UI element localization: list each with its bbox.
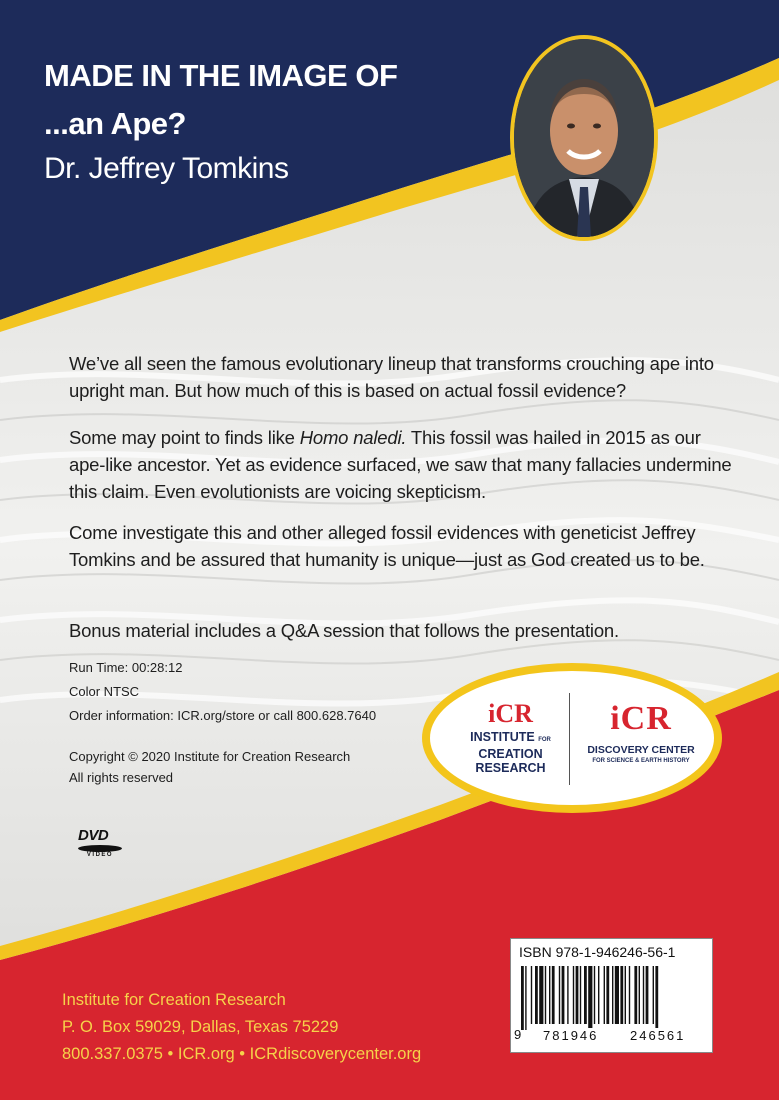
barcode-bar bbox=[604, 966, 605, 1024]
icr-logo-for: FOR bbox=[538, 737, 551, 743]
barcode-bar bbox=[643, 966, 644, 1024]
barcode-bar bbox=[539, 966, 543, 1024]
barcode bbox=[521, 966, 706, 1030]
barcode-bar bbox=[598, 966, 599, 1024]
isbn-digits-group-1: 781946 bbox=[543, 1028, 599, 1043]
isbn-label: ISBN 978-1-946246-56-1 bbox=[519, 944, 676, 960]
barcode-bar bbox=[653, 966, 654, 1024]
barcode-bar bbox=[525, 966, 526, 1030]
rights-reserved: All rights reserved bbox=[69, 770, 174, 785]
p2-text-end: This fossil was hailed in 2015 as our ape-like ancestor. Yet as evidence surfaced, we saw that many fallacies undermine this claim. Even evolutionists are voicing skepticism. bbox=[69, 427, 732, 502]
icr-logo-line-3: RESEARCH bbox=[475, 761, 546, 775]
title-line-1: MADE IN THE IMAGE OF bbox=[44, 58, 398, 93]
barcode-bar bbox=[646, 966, 649, 1024]
barcode-bar bbox=[521, 966, 524, 1030]
discovery-center-line-2: FOR SCIENCE & EARTH HISTORY bbox=[592, 758, 690, 764]
barcode-bar bbox=[559, 966, 560, 1024]
barcode-bar bbox=[545, 966, 546, 1024]
icr-logo-badge bbox=[422, 663, 722, 813]
isbn-digits-group-2: 246561 bbox=[630, 1028, 686, 1043]
body-paragraph-1: We’ve all seen the famous evolutionary lineup that transforms crouching ape into upright man. But how much of this is based on actual fossil evidence? bbox=[69, 353, 714, 401]
footer-address: P. O. Box 59029, Dallas, Texas 75229 bbox=[62, 1018, 339, 1036]
barcode-bar bbox=[625, 966, 626, 1024]
dvd-video-logo bbox=[78, 828, 126, 862]
icr-logo bbox=[458, 701, 563, 775]
barcode-bar bbox=[612, 966, 613, 1024]
icr-logo-mark: iCR bbox=[488, 699, 533, 728]
barcode-bar bbox=[606, 966, 609, 1024]
discovery-center-line-1: DISCOVERY CENTER bbox=[587, 744, 695, 756]
barcode-bar bbox=[576, 966, 579, 1024]
run-time: Run Time: 00:28:12 bbox=[69, 660, 183, 675]
barcode-bar bbox=[567, 966, 568, 1024]
author-name: Dr. Jeffrey Tomkins bbox=[44, 152, 289, 185]
barcode-bar bbox=[588, 966, 592, 1030]
barcode-bar bbox=[549, 966, 550, 1024]
order-information: Order information: ICR.org/store or call 800.628.7640 bbox=[69, 708, 377, 723]
barcode-bar bbox=[655, 966, 658, 1030]
discovery-center-mark: iCR bbox=[610, 700, 672, 737]
discovery-center-logo bbox=[576, 701, 706, 766]
body-paragraph-3: Come investigate this and other alleged fossil evidences with geneticist Jeffrey Tomkins and be assured that humanity is unique—just as God created us to be. bbox=[69, 522, 705, 570]
footer-contact: 800.337.0375 • ICR.org • ICRdiscoverycenter.org bbox=[62, 1045, 422, 1063]
barcode-bar bbox=[573, 966, 574, 1024]
barcode-bar bbox=[584, 966, 587, 1024]
barcode-bar bbox=[531, 966, 532, 1024]
footer-organization: Institute for Creation Research bbox=[62, 991, 286, 1009]
barcode-bar bbox=[634, 966, 637, 1024]
icr-logo-line-2: CREATION bbox=[478, 747, 543, 761]
dvd-logo-text: DVD bbox=[78, 827, 109, 844]
barcode-bar bbox=[639, 966, 640, 1024]
dvd-disc-icon bbox=[78, 845, 122, 852]
copyright: Copyright © 2020 Institute for Creation Research bbox=[69, 749, 351, 764]
barcode-bar bbox=[535, 966, 538, 1024]
barcode-bar bbox=[594, 966, 595, 1024]
color-format: Color NTSC bbox=[69, 684, 140, 699]
body-paragraph-4: Bonus material includes a Q&A session that follows the presentation. bbox=[69, 620, 619, 641]
author-portrait-frame bbox=[510, 35, 658, 241]
icr-logo-line-1: INSTITUTE bbox=[470, 730, 535, 744]
barcode-bar bbox=[562, 966, 565, 1024]
dvd-video-text: VIDEO bbox=[86, 852, 114, 858]
barcode-bar bbox=[580, 966, 581, 1024]
barcode-bar bbox=[629, 966, 630, 1024]
logo-divider bbox=[569, 693, 570, 785]
isbn-digit-first: 9 bbox=[514, 1027, 522, 1042]
isbn-barcode-box bbox=[510, 938, 713, 1053]
title-line-2: ...an Ape? bbox=[44, 106, 186, 141]
body-paragraph-2 bbox=[69, 424, 739, 505]
barcode-bar bbox=[615, 966, 619, 1024]
barcode-bar bbox=[620, 966, 623, 1024]
p2-text-start: Some may point to finds like bbox=[69, 427, 300, 448]
barcode-bar bbox=[552, 966, 555, 1024]
author-portrait bbox=[514, 39, 654, 237]
p2-italic-term: Homo naledi. bbox=[299, 427, 407, 448]
